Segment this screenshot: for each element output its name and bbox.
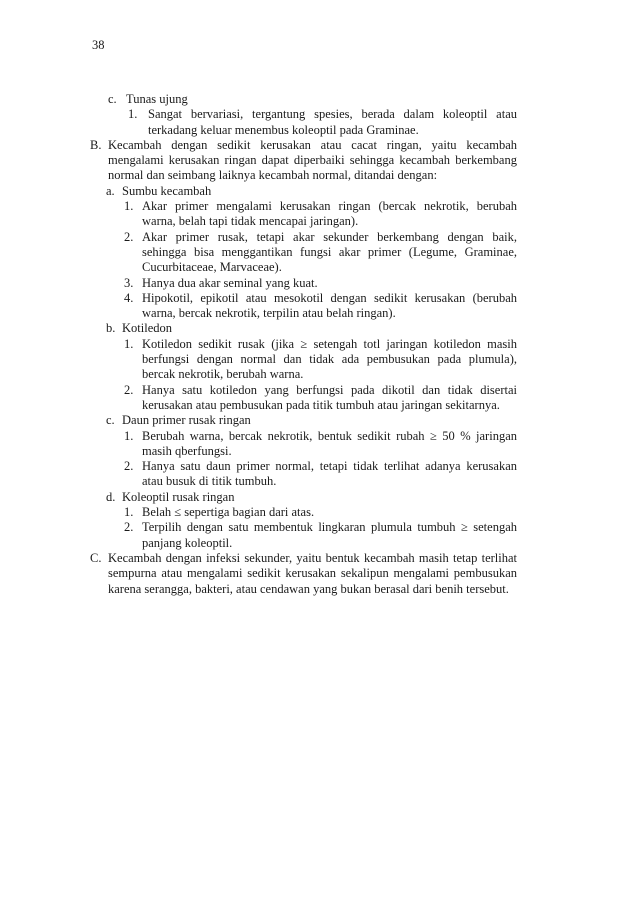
list-item-text: Daun primer rusak ringan <box>122 413 251 428</box>
list-item-marker: 4. <box>124 290 134 305</box>
list-item <box>90 505 517 520</box>
list-item <box>90 184 517 199</box>
list-item-marker: b. <box>106 321 116 336</box>
list-item <box>90 383 517 414</box>
list-item-text: Kotiledon <box>122 321 172 336</box>
list-item-text: Belah ≤ sepertiga bagian dari atas. <box>142 505 315 520</box>
list-item <box>90 230 517 276</box>
list-item-text: Berubah warna, bercak nekrotik, bentuk sedikit rubah ≥ 50 % jaringan masih qberfungsi. <box>142 428 517 458</box>
list-item <box>90 199 517 230</box>
list-item-marker: 2. <box>124 520 134 535</box>
list-item-marker: 2. <box>124 459 134 474</box>
list-item-marker: 2. <box>124 382 134 397</box>
list-item <box>90 107 517 138</box>
list-item-marker: 1. <box>124 428 134 443</box>
page-number: 38 <box>92 38 105 52</box>
list-item-text: Kecambah dengan sedikit kerusakan atau cacat ringan, yaitu kecambah mengalami kerusakan ringan dapat diperbaiki sehingga kecambah berkembang normal dan seimbang laiknya kecambah normal, ditandai dengan: <box>108 137 517 183</box>
list-item <box>90 459 517 490</box>
list-item-text: Koleoptil rusak ringan <box>122 489 235 504</box>
list-item-marker: 1. <box>124 336 134 351</box>
list-item-text: Sumbu kecambah <box>122 183 212 198</box>
list-item-text: Hipokotil, epikotil atau mesokotil dengan sedikit kerusakan (berubah warna, bercak nekrotik, terpilin atau belah ringan). <box>142 290 517 321</box>
document-body <box>90 92 517 597</box>
list-item-marker: 1. <box>124 505 134 520</box>
list-item-marker: B. <box>90 137 102 152</box>
list-item <box>90 92 517 107</box>
list-item-marker: c. <box>108 92 117 106</box>
list-item <box>90 291 517 322</box>
list-item-marker: C. <box>90 550 102 565</box>
list-item-marker: c. <box>106 413 115 428</box>
list-item-text: Hanya satu daun primer normal, tetapi tidak terlihat adanya kerusakan atau busuk di titik tumbuh. <box>142 459 517 489</box>
list-item-marker: 3. <box>124 275 134 290</box>
list-item <box>90 413 517 428</box>
list-item <box>90 520 517 551</box>
list-item-text: Hanya satu kotiledon yang berfungsi pada dikotil dan tidak disertai kerusakan atau pembusukan pada titik tumbuh atau jaringan sekitarnya. <box>142 382 517 412</box>
list-item-text: Terpilih dengan satu membentuk lingkaran plumula tumbuh ≥ setengah panjang koleoptil. <box>142 520 517 550</box>
list-item-text: Kotiledon sedikit rusak (jika ≥ setengah totl jaringan kotiledon masih berfungsi dengan normal dan tidak ada pembusukan pada plumula), bercak nekrotik, berubah warna. <box>142 336 517 382</box>
list-item-text: Tunas ujung <box>126 92 188 106</box>
list-item <box>90 321 517 336</box>
list-item <box>90 429 517 460</box>
list-item-marker: 1. <box>124 199 134 214</box>
list-item <box>90 337 517 383</box>
list-item-marker: 2. <box>124 229 134 244</box>
list-item-text: Akar primer mengalami kerusakan ringan (bercak nekrotik, berubah warna, belah tapi tidak mencapai jaringan). <box>142 199 517 229</box>
list-item-marker: d. <box>106 489 116 504</box>
list-item <box>90 138 517 184</box>
list-item <box>90 490 517 505</box>
list-item-marker: a. <box>106 183 115 198</box>
list-item-text: Kecambah dengan infeksi sekunder, yaitu bentuk kecambah masih tetap terlihat sempurna atau mengalami sedikit kerusakan sekalipun mengalami pembusukan karena serangga, bakteri, atau cendawan yang bukan berasal dari benih tersebut. <box>108 550 517 596</box>
list-item <box>90 276 517 291</box>
list-item <box>90 551 517 597</box>
list-item-text: Akar primer rusak, tetapi akar sekunder berkembang dengan baik, sehingga bisa menggantikan fungsi akar primer (Legume, Graminae, Cucurbitaceae, Marvaceae). <box>142 229 517 275</box>
list-item-text: Sangat bervariasi, tergantung spesies, berada dalam koleoptil atau terkadang keluar menembus koleoptil pada Graminae. <box>148 107 517 137</box>
list-item-marker: 1. <box>128 107 138 122</box>
list-item-text: Hanya dua akar seminal yang kuat. <box>142 275 318 290</box>
